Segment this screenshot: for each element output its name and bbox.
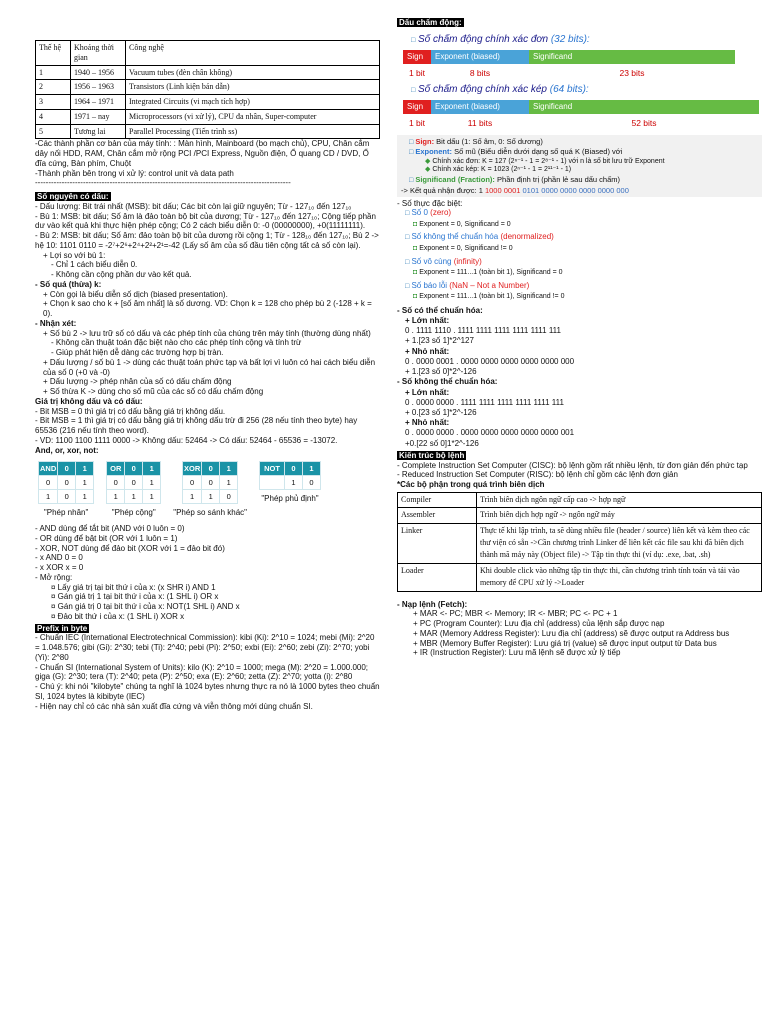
logic-cell: 0 <box>58 490 76 504</box>
table-cell: Assembler <box>398 508 477 523</box>
fetch-line: + PC (Program Counter): Lưu địa chỉ (address) của lệnh sắp được nạp <box>413 619 665 629</box>
unsigned-signed-item: - VD: 1100 1100 1111 0000 -> Không dấu: 52464 -> Có dấu: 52464 - 65536 = -13072. <box>35 435 338 445</box>
generations-table <box>35 40 380 139</box>
signed-heading: Số nguyên có dấu: <box>37 192 109 201</box>
not-table: NOT 0 1 1 0 "Phép phủ định" <box>259 461 321 518</box>
normalized-section <box>397 306 762 449</box>
normal-line: + Lớn nhất: <box>405 315 450 325</box>
sign-magnitude-text: - Dấu lượng: Bit trái nhất (MSB): bit dấu; Các bit còn lại giữ nguyên; Từ - 127₁₀ đến 127₁₀ <box>35 201 352 211</box>
table-header: Công nghệ <box>126 41 380 66</box>
cpu-internals-text: -Thành phần bên trong vi xử lý: control unit và data path <box>35 168 234 178</box>
unsigned-signed-item: - Bit MSB = 1 thì giá trị có dấu bằng giá trị không dấu trừ đi 256 (28 nếu tính theo byte) hay 65536 (216 nếu tính theo word). <box>35 416 358 435</box>
unsigned-signed-item: - Bit MSB = 0 thì giá trị có dấu bằng giá trị không dấu. <box>35 406 226 416</box>
remark-item: - Không cần thuật toán đặc biệt nào cho các phép tính cộng và tính trừ <box>51 338 302 348</box>
normal-line: + Nhỏ nhất: <box>405 346 450 356</box>
table-row <box>398 523 762 563</box>
size-label: 11 bits <box>467 118 493 129</box>
special-tag: (denormalized) <box>500 232 554 242</box>
table-cell: 4 <box>36 109 71 124</box>
logic-cell: 1 <box>125 490 143 504</box>
logic-cell: 0 <box>39 476 58 490</box>
table-cell: 1940 – 1956 <box>71 65 126 80</box>
table-cell: Integrated Circuits (vi mạch tích hợp) <box>126 95 380 110</box>
table-cell: Thực tế khi lập trình, ta sẽ dùng nhiều file (header / source) liên kết và kèm theo các thư viện có sẵn ->Cần chương trình Linker để liên kết các file sau khi đã biên dịch thành mã máy này (Object file) -> Tập tin thực thi (ví dụ: .exe, .bat, .sh) <box>477 523 762 563</box>
result-label: -> Kết quả nhận được: 1 <box>401 185 483 195</box>
logic-cell: 0 <box>202 476 220 490</box>
table-cell: 1956 – 1963 <box>71 80 126 95</box>
bitop-line: - XOR, NOT dùng để đảo bit (XOR với 1 = đảo bit đó) <box>35 543 225 553</box>
logic-cell: 1 <box>143 490 161 504</box>
double-sizes <box>403 118 759 128</box>
bitop-line: - Mở rộng: <box>35 572 73 582</box>
logic-cell <box>259 476 284 490</box>
single-title <box>411 34 762 46</box>
logic-caption: "Phép so sánh khác" <box>173 508 247 518</box>
sign-field: Sign <box>403 50 431 64</box>
double-title-text: Số chấm động chính xác kép <box>418 84 547 96</box>
logic-cell: 1 <box>143 476 161 490</box>
table-row <box>36 65 380 80</box>
logic-op: AND <box>39 462 58 476</box>
arch-line: *Các bộ phận trong quá trình biên dịch <box>397 480 545 490</box>
remark-item: + Số thừa K -> dùng cho số mũ của các số có dấu chấm động <box>43 387 264 396</box>
special-desc: Exponent = 111...1 (toàn bit 1), Significand = 0 <box>419 269 563 277</box>
table-cell: Trình biên dịch hợp ngữ -> ngôn ngữ máy <box>477 508 762 523</box>
table-cell: 1971 – nay <box>71 109 126 124</box>
table-header: Khoảng thời gian <box>71 41 126 66</box>
exp-desc: Số mũ (Biểu diễn dưới dạng số quá K (Biased) với <box>454 147 623 157</box>
table-row <box>36 124 380 139</box>
special-title: Số báo lỗi <box>411 280 448 290</box>
arch-line: - Reduced Instruction Set Computer (RISC): bộ lệnh chỉ gồm các lệnh đơn giản <box>397 470 678 480</box>
normal-line: + 0.[23 số 1]*2^-126 <box>405 407 477 417</box>
single-sizes <box>403 68 735 78</box>
table-cell: Linker <box>398 523 477 563</box>
left-column <box>35 0 380 711</box>
sign-label: Sign: <box>415 136 435 146</box>
or-table: OR 0 1 0 0 1 1 1 1 "Phép cộng" <box>106 461 161 518</box>
normal-line: - Số có thể chuẩn hóa: <box>397 305 483 315</box>
single-field-bar <box>403 50 735 64</box>
sig-desc: Phần định trị (phần lẻ sau dấu chấm) <box>497 174 621 184</box>
right-column <box>397 0 762 658</box>
advantage-item: - Không cần cộng phần dư vào kết quả. <box>51 270 192 279</box>
special-title: Số vô cùng <box>411 256 452 266</box>
bitop-line: ¤ Gán giá trị 0 tại bit thứ i của x: NOT(1 SHL i) AND x <box>51 602 240 611</box>
special-desc: Exponent = 0, Significand = 0 <box>419 220 511 228</box>
special-desc: Exponent = 111...1 (toàn bit 1), Significand != 0 <box>419 293 565 301</box>
double-field-bar <box>403 100 759 114</box>
logic-cell: 0 <box>58 476 76 490</box>
normal-line: 0 . 0000 0001 . 0000 0000 0000 0000 0000 000 <box>405 356 575 366</box>
ones-complement-text: - Bù 1: MSB: bit dấu; Số âm là đảo toàn bộ bit của dương; Từ - 127₁₀ đến 127₁₀; Cộng tiếp phần dư vào kết quả khi thực hiện phép cộng; Có 2 cách biểu diễn 0: -0 (00000000), +0(11111111). <box>35 211 376 231</box>
special-heading: - Số thực đặc biệt: <box>397 198 463 208</box>
sig-label: Significand (Fraction): <box>415 174 495 184</box>
logic-cell: 1 <box>182 490 201 504</box>
table-cell: Transistors (Linh kiện bán dẫn) <box>126 80 380 95</box>
fetch-line: + IR (Instruction Register): Lưu mã lệnh sẽ được xử lý tiếp <box>413 648 621 658</box>
table-cell: 5 <box>36 124 71 139</box>
prefix-heading: Prefix in byte <box>37 623 88 633</box>
logic-cell: 1 <box>220 476 238 490</box>
remark-item: - Giúp phát hiện dễ dàng các trường hợp bị tràn. <box>51 348 224 357</box>
bitop-line: ¤ Lấy giá trị tại bit thứ i của x: (x SHR i) AND 1 <box>51 582 216 592</box>
table-row <box>398 563 762 591</box>
advantage-item: - Chỉ 1 cách biểu diễn 0. <box>51 260 138 270</box>
divider: ------------------------------------------------------------------------------------------------ <box>35 178 291 188</box>
prefix-line: - Hiện nay chỉ có các nhà sản xuất đĩa cứng và viễn thông mới dùng chuẩn SI. <box>35 701 313 711</box>
table-row <box>36 80 380 95</box>
bitop-line: - x XOR x = 0 <box>35 563 84 572</box>
normal-line: - Số không thể chuẩn hóa: <box>397 377 498 387</box>
exp-double: Chính xác kép: K = 1023 (2ⁿ⁻¹ - 1 = 2¹¹⁻¹ - 1) <box>432 166 572 174</box>
table-cell: Tương lai <box>71 124 126 139</box>
fetch-section <box>397 600 762 659</box>
table-row <box>398 492 762 507</box>
table-row <box>36 95 380 110</box>
table-header: Thế hệ <box>36 41 71 66</box>
table-cell: Vacuum tubes (đèn chân không) <box>126 65 380 80</box>
exponent-field: Exponent (biased) <box>431 100 529 114</box>
fetch-line: + MBR (Memory Buffer Register): Lưu giá trị (value) sẽ được input output từ Data bus <box>413 638 717 648</box>
compile-table <box>397 492 762 592</box>
size-label: 1 bit <box>408 67 426 78</box>
logic-cell: 1 <box>76 490 94 504</box>
significand-field: Significand <box>529 100 759 114</box>
components-text: -Các thành phần cơ bản của máy tính: : Màn hình, Mainboard (bo mạch chủ), CPU, Chân cắm dây nối HDD, RAM, Chân cắm mở rộng PCI /PCI Express, Nguồn điện, Ổ quang CD / DVD, Ổ đĩa cứng, Bàn phím, Chuột <box>35 139 370 168</box>
single-bits: (32 bits): <box>550 33 590 45</box>
normal-line: + 1.[23 số 0]*2^-126 <box>405 367 477 377</box>
sign-field: Sign <box>403 100 431 114</box>
fetch-line: + MAR (Memory Address Register): Lưu địa chỉ (address) sẽ được output ra Address bus <box>413 628 730 638</box>
logic-op: OR <box>107 462 125 476</box>
double-bits: (64 bits): <box>549 84 589 96</box>
logic-op: NOT <box>259 462 284 476</box>
result-exp: 1000 0001 <box>484 185 521 195</box>
logic-cell: 1 <box>76 476 94 490</box>
table-cell: 2 <box>36 80 71 95</box>
prefix-line: - Chú ý: khi nói "kilobyte" chúng ta nghĩ là 1024 bytes nhưng thực ra nó là 1000 bytes theo chuẩn SI, 1024 bytes là kibibyte (IEC) <box>35 682 380 701</box>
logic-caption: "Phép cộng" <box>111 508 156 518</box>
excess-k-item: + Còn gọi là biểu diễn số dịch (biased presentation). <box>43 289 228 299</box>
special-tag: (zero) <box>430 208 452 218</box>
significand-field: Significand <box>529 50 735 64</box>
remark-item: + Dấu lượng -> phép nhân của số có dấu chấm động <box>43 377 232 387</box>
special-section: - Số thực đặc biệt: □ Số 0 (zero) ◘ Exponent = 0, Significand = 0 □ Số không thể chuẩn hóa (denormalized) ◘ Exponent = 0, Significand != 0 □ Số vô cùng (infinity) ◘ Exponent = 111...1 (toàn bit 1), Significand = 0 □ Số báo lỗi (NaN – Not a Number) ◘ Exponent = 111...1 (toàn bit 1), Significand != 0 <box>397 199 762 302</box>
logic-op: XOR <box>182 462 201 476</box>
and-table: AND 0 1 0 0 1 1 0 1 "Phép nhân" <box>38 461 94 518</box>
excess-k-heading: - Số quá (thừa) k: <box>35 279 102 289</box>
bitop-line: - AND dùng để tắt bit (AND với 0 luôn = 0) <box>35 524 185 533</box>
unsigned-signed-heading: Giá trị không dấu và có dấu: <box>35 396 143 406</box>
fetch-line: - Nạp lệnh (Fetch): <box>397 599 468 609</box>
normal-line: +0.[22 số 0]1*2^-126 <box>405 438 479 448</box>
exponent-field: Exponent (biased) <box>431 50 529 64</box>
table-row <box>398 508 762 523</box>
table-cell: Khi double click vào những tập tin thực thi, cần chương trình tính toán và tải vào memory để CPU xử lý ->Loader <box>477 563 762 591</box>
logic-cell: 0 <box>107 476 125 490</box>
special-tag: (infinity) <box>453 256 482 266</box>
bitop-line: ¤ Gán giá trị 1 tại bit thứ i của x: (1 SHL i) OR x <box>51 592 219 602</box>
table-cell: 1964 – 1971 <box>71 95 126 110</box>
table-row <box>36 109 380 124</box>
normal-line: 0 . 1111 1110 . 1111 1111 1111 1111 1111 111 <box>405 326 561 336</box>
logic-cell: 1 <box>107 490 125 504</box>
float-heading: Dấu chấm động: <box>399 18 462 27</box>
size-label: 23 bits <box>619 67 645 78</box>
logic-caption: "Phép nhân" <box>43 508 89 518</box>
advantage-text: + Lợi so với bù 1: <box>43 250 106 260</box>
square-bullet-icon: □ <box>411 87 416 95</box>
logic-cell: 1 <box>39 490 58 504</box>
special-title: Số 0 <box>411 208 428 218</box>
logic-cell: 1 <box>284 476 302 490</box>
float-notes: □ Sign: Bit dấu (1: Số âm, 0: Số dương) □ Exponent: Số mũ (Biểu diễn dưới dạng số quá K (Biased) với ◆ Chính xác đơn: K = 127 (2ⁿ⁻¹ - 1 = 2⁸⁻¹ - 1) với n là số bit lưu trữ Exponent ◆ Chính xác kép: K = 1023 (2ⁿ⁻¹ - 1 = 2¹¹⁻¹ - 1) □ Significand (Fraction): Phần định trị (phần lẻ sau dấu chấm) -> Kết quả nhận được: 1 1000 0001 0101 0000 0000 0000 0000 000 <box>397 135 762 197</box>
logic-cell: 0 <box>302 476 320 490</box>
special-tag: (NaN – Not a Number) <box>449 280 530 290</box>
size-label: 8 bits <box>469 67 491 78</box>
size-label: 52 bits <box>631 118 657 129</box>
fetch-line: + MAR <- PC; MBR <- Memory; IR <- MBR; PC <- PC + 1 <box>413 609 618 619</box>
bitop-line: - x AND 0 = 0 <box>35 553 83 563</box>
bitop-line: ¤ Đảo bit thứ i của x: (1 SHL i) XOR x <box>51 611 185 621</box>
sign-desc: Bit dấu (1: Số âm, 0: Số dương) <box>436 136 543 146</box>
bitop-line: - OR dùng để bật bit (OR với 1 luôn = 1) <box>35 533 178 543</box>
table-cell: Microprocessors (vi xử lý), CPU đa nhân, Super-computer <box>126 109 380 124</box>
single-title-text: Số chấm động chính xác đơn <box>418 33 549 45</box>
remark-item: + Số bù 2 -> lưu trữ số có dấu và các phép tính của chúng trên máy tính (thường dùng nhất) <box>43 328 371 338</box>
square-bullet-icon: □ <box>411 36 416 44</box>
arch-heading: Kiến trúc bộ lệnh <box>399 450 465 460</box>
table-cell: 3 <box>36 95 71 110</box>
remarks-heading: - Nhận xét: <box>35 318 77 328</box>
exp-label: Exponent: <box>415 147 452 157</box>
prefix-line: - Chuẩn IEC (International Electrotechnical Commission): kibi (Ki): 2^10 = 1024; mebi (Mi): 2^20 = 1.048.576; gibi (Gi): 2^30; tebi (Ti): 2^40; pebi (Pi): 2^50; exbi (Ei): 2^60; zebi (Zi): 2^70; yobi (Yi): 2^80 <box>35 633 375 662</box>
normal-line: + 1.[23 số 1]*2^127 <box>405 336 474 346</box>
table-cell: Parallel Processing (Tiến trình ss) <box>126 124 380 139</box>
special-title: Số không thể chuẩn hóa <box>411 232 499 242</box>
prefix-line: - Chuẩn SI (International System of Units): kilo (K): 2^10 = 1000; mega (M): 2^20 = 1.000.000; giga (G): 2^30; tera (T): 2^40; peta (P): 2^50; exa (E): 2^60; zetta (Z): 2^70; yotta (i): 2^80 <box>35 662 369 682</box>
remark-item: + Dấu lượng / số bù 1 -> dùng các thuật toán phức tạp và bất lợi vì luôn có hai cách biểu diễn của số 0 (+0 và -0) <box>43 357 376 377</box>
logic-heading: And, or, xor, not: <box>35 445 99 455</box>
size-label: 1 bit <box>408 118 426 129</box>
logic-cell: 0 <box>220 490 238 504</box>
logic-caption: "Phép phủ định" <box>261 494 319 504</box>
normal-line: 0 . 0000 0000 . 1111 1111 1111 1111 1111 111 <box>405 397 564 407</box>
excess-k-item: + Chọn k sao cho k + [số âm nhất] là số dương. VD: Chọn k = 128 cho phép bù 2 (-128 + k = 0). <box>43 299 372 318</box>
normal-line: + Lớn nhất: <box>405 387 450 397</box>
logic-cell: 0 <box>125 476 143 490</box>
table-cell: Trình biên dịch ngôn ngữ cấp cao -> hợp ngữ <box>477 492 762 507</box>
xor-table: XOR 0 1 0 0 1 1 1 0 "Phép so sánh khác" <box>173 461 247 518</box>
arch-line: - Complete Instruction Set Computer (CISC): bộ lệnh gồm rất nhiều lệnh, từ đơn giản đến phức tạp <box>397 460 748 470</box>
table-cell: 1 <box>36 65 71 80</box>
double-title <box>411 84 762 96</box>
table-cell: Compiler <box>398 492 477 507</box>
exp-single: Chính xác đơn: K = 127 (2ⁿ⁻¹ - 1 = 2⁸⁻¹ - 1) với n là số bit lưu trữ Exponent <box>432 157 665 165</box>
logic-cell: 0 <box>182 476 201 490</box>
special-desc: Exponent = 0, Significand != 0 <box>419 244 513 252</box>
logic-cell: 1 <box>202 490 220 504</box>
twos-complement-text: - Bù 2: MSB: bit dấu; Số âm: đảo toàn bộ bit của dương rồi cộng 1; Từ - 128₁₀ đến 127₁₀; Bù 2 -> hệ 10: 1101 0110 = -2⁷+2⁶+2⁴+2²+2¹=-42 (Lấy số âm của số đầu tiên cộng tất cả số còn lại). <box>35 231 379 250</box>
table-cell: Loader <box>398 563 477 591</box>
normal-line: + Nhỏ nhất: <box>405 418 450 428</box>
normal-line: 0 . 0000 0000 . 0000 0000 0000 0000 0000 001 <box>405 428 575 438</box>
result-sig: 0101 0000 0000 0000 0000 000 <box>522 185 629 195</box>
logic-tables <box>38 461 380 518</box>
